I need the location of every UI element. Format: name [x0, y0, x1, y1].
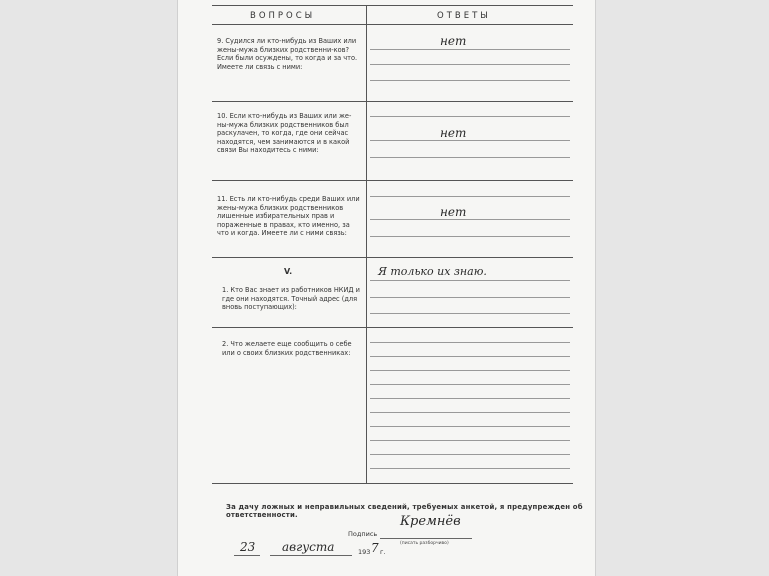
question-10: 10. Если кто-нибудь из Ваших или же-ны-мужа близких родственников был раскулачен, то когда, где они сейчас находятся, чем занимаются и в какой связи Вы находитесь с ними: [217, 112, 352, 155]
answer-line [370, 356, 570, 357]
responsibility-warning: За дачу ложных и неправильных сведений, требуемых анкетой, я предупрежден об ответственности. [226, 503, 583, 519]
answer-line [370, 313, 570, 314]
answer-9: нет [440, 34, 467, 48]
answer-11: нет [440, 205, 467, 219]
questions-column-header: ВОПРОСЫ [250, 11, 316, 21]
year-suffix: г. [380, 548, 386, 556]
section-v-numeral: V. [284, 267, 293, 276]
column-divider [366, 5, 367, 483]
question-9: 9. Судился ли кто-нибудь из Ваших или жены-мужа близких родственни-ков? Если были осуждены, то когда и за что. Имеете ли связь с ними: [217, 37, 358, 71]
date-month-line [270, 555, 352, 556]
question-11: 11. Есть ли кто-нибудь среди Ваших или жены-мужа близких родственников лишенные избирательных прав и пораженные в правах, кто именно, за что и когда. Имеете ли с ними связь: [217, 195, 360, 238]
answer-line [370, 219, 570, 220]
answer-line [370, 80, 570, 81]
top-rule [212, 5, 573, 6]
signature-caption: (писать разборчиво) [400, 541, 449, 546]
signature-line [380, 538, 472, 539]
signature: Кремнёв [400, 514, 461, 529]
answer-line [370, 398, 570, 399]
answer-line [370, 384, 570, 385]
answer-line [370, 454, 570, 455]
answer-line [370, 140, 570, 141]
answer-line [370, 468, 570, 469]
answer-line [370, 280, 570, 281]
answer-line [370, 370, 570, 371]
questionnaire-page [178, 0, 595, 576]
date-day-line [234, 555, 260, 556]
answer-line [370, 64, 570, 65]
year-digit: 7 [371, 541, 379, 555]
answer-line [370, 116, 570, 117]
date-day: 23 [240, 540, 256, 554]
row-divider [212, 327, 573, 328]
answer-line [370, 426, 570, 427]
answer-line [370, 49, 570, 50]
answer-10: нет [440, 126, 467, 140]
answer-line [370, 440, 570, 441]
header-rule [212, 24, 573, 25]
answer-line [370, 342, 570, 343]
row-divider [212, 180, 573, 181]
answers-column-header: ОТВЕТЫ [437, 11, 491, 21]
row-divider [212, 257, 573, 258]
answer-v-1: Я только их знаю. [378, 265, 487, 278]
date-month: августа [282, 540, 335, 554]
answer-line [370, 297, 570, 298]
row-divider [212, 101, 573, 102]
answer-line [370, 236, 570, 237]
table-bottom-rule [212, 483, 573, 484]
question-v-2: 2. Что желаете еще сообщить о себе или о своих близких родственниках: [222, 340, 352, 357]
signature-label: Подпись [348, 530, 378, 538]
answer-line [370, 196, 570, 197]
answer-line [370, 412, 570, 413]
year-prefix: 193 [358, 548, 371, 556]
question-v-1: 1. Кто Вас знает из работников НКИД и где они находятся. Точный адрес (для вновь поступающих): [222, 286, 360, 312]
answer-line [370, 157, 570, 158]
